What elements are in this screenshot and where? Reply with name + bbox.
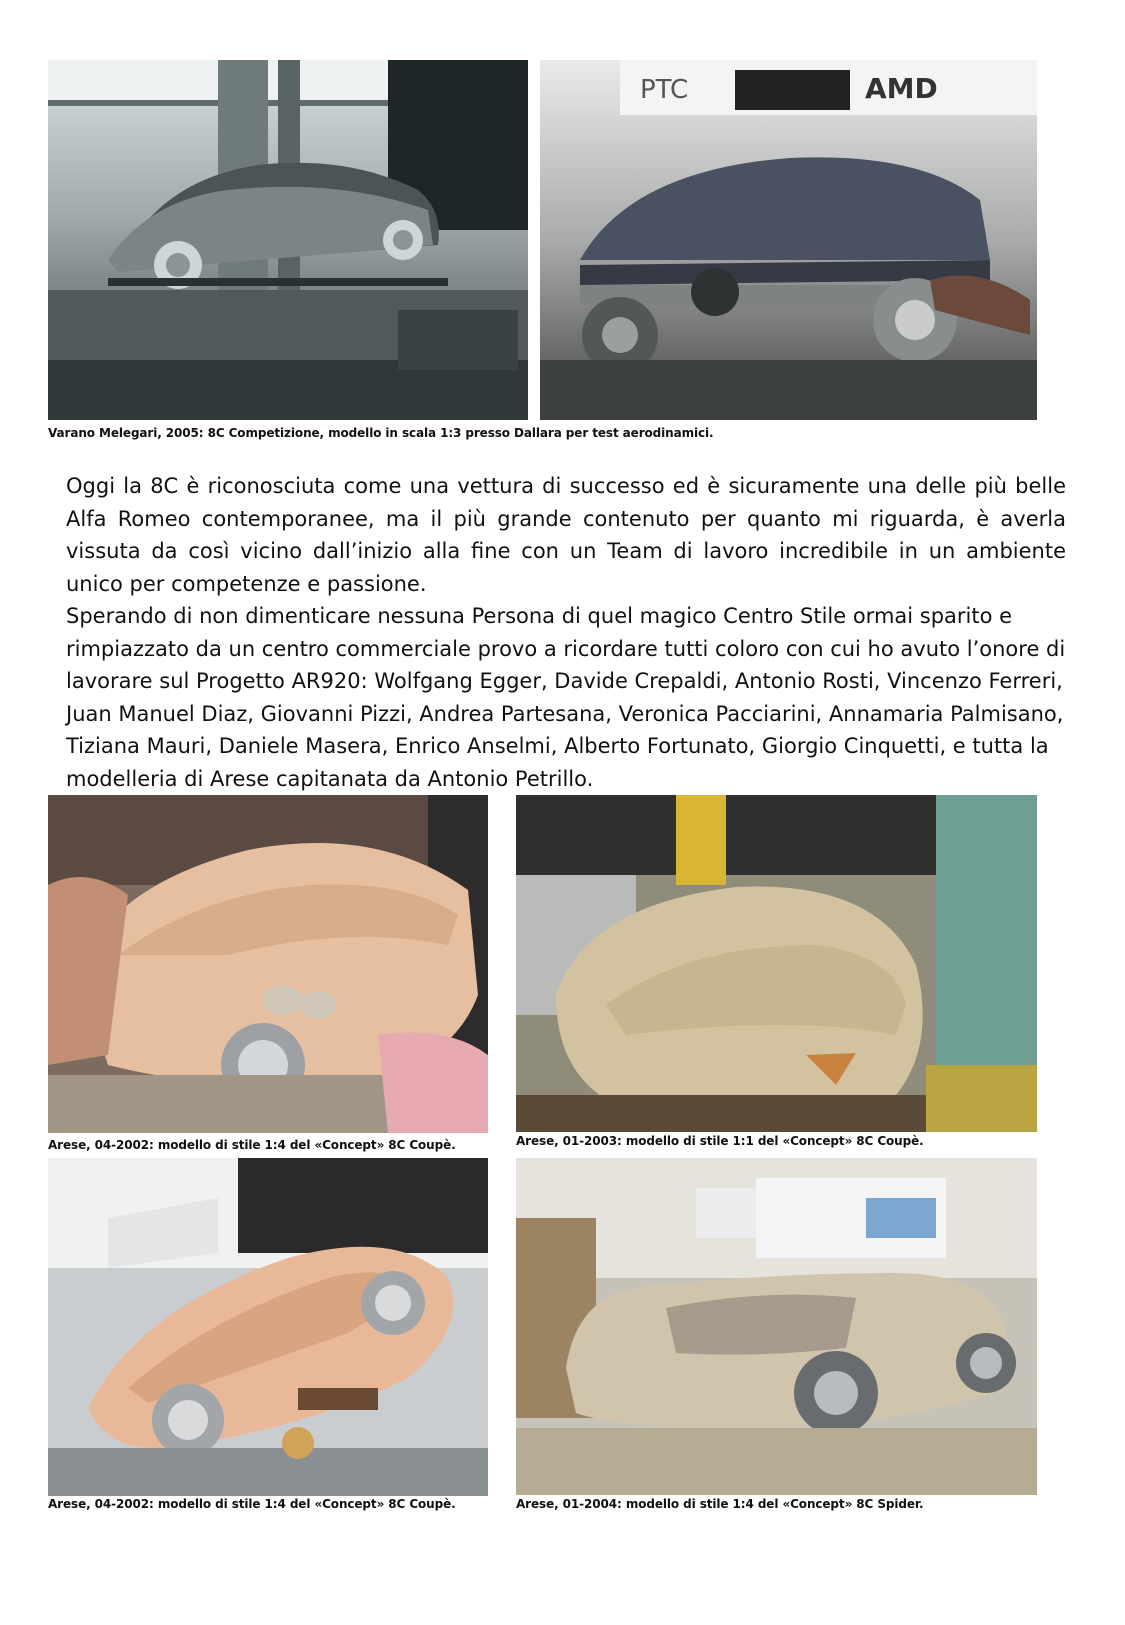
photo-wind-tunnel-right [540,60,1037,420]
caption-photo-3: Arese, 04-2002: modello di stile 1:4 del «Concept» 8C Coupè. [48,1138,456,1152]
photo-clay-model-full-scale [516,795,1037,1132]
ptc-logo: PTC [640,75,689,105]
amd-logo: AMD [865,72,938,105]
body-text [66,470,1066,795]
photo-clay-model-coupe-2 [48,1158,488,1496]
caption-photo-5: Arese, 04-2002: modello di stile 1:4 del «Concept» 8C Coupè. [48,1497,456,1511]
caption-photo-4: Arese, 01-2003: modello di stile 1:1 del «Concept» 8C Coupè. [516,1134,924,1148]
paragraph-thanks: Sperando di non dimenticare nessuna Persona di quel magico Centro Stile ormai sparito e rimpiazzato da un centro commerciale provo a ricordare tutti coloro con cui ho avuto l’onore di lavorare sul Progetto AR920: Wolfgang Egger, Davide Crepaldi, Antonio Rosti, Vincenzo Ferreri, Juan Manuel Diaz, Giovanni Pizzi, Andrea Partesana, Veronica Pacciarini, Annamaria Palmisano, Tiziana Mauri, Daniele Masera, Enrico Anselmi, Alberto Fortunato, Giorgio Cinquetti, e tutta la modelleria di Arese capitanata da Antonio Petrillo. [66,604,1066,791]
caption-photo-6: Arese, 01-2004: modello di stile 1:4 del «Concept» 8C Spider. [516,1497,924,1511]
photo-clay-model-coupe-1 [48,795,488,1133]
caption-top: Varano Melegari, 2005: 8C Competizione, modello in scala 1:3 presso Dallara per test aerodinamici. [48,426,714,440]
photo-clay-model-spider [516,1158,1037,1495]
paragraph-intro: Oggi la 8C è riconosciuta come una vettura di successo ed è sicuramente una delle più belle Alfa Romeo contemporanee, ma il più grande contenuto per quanto mi riguarda, è averla vissuta da così vicino dall’inizio alla fine con un Team di lavoro incredibile in un ambiente unico per competenze e passione. [66,474,1066,596]
photo-wind-tunnel-left [48,60,528,420]
